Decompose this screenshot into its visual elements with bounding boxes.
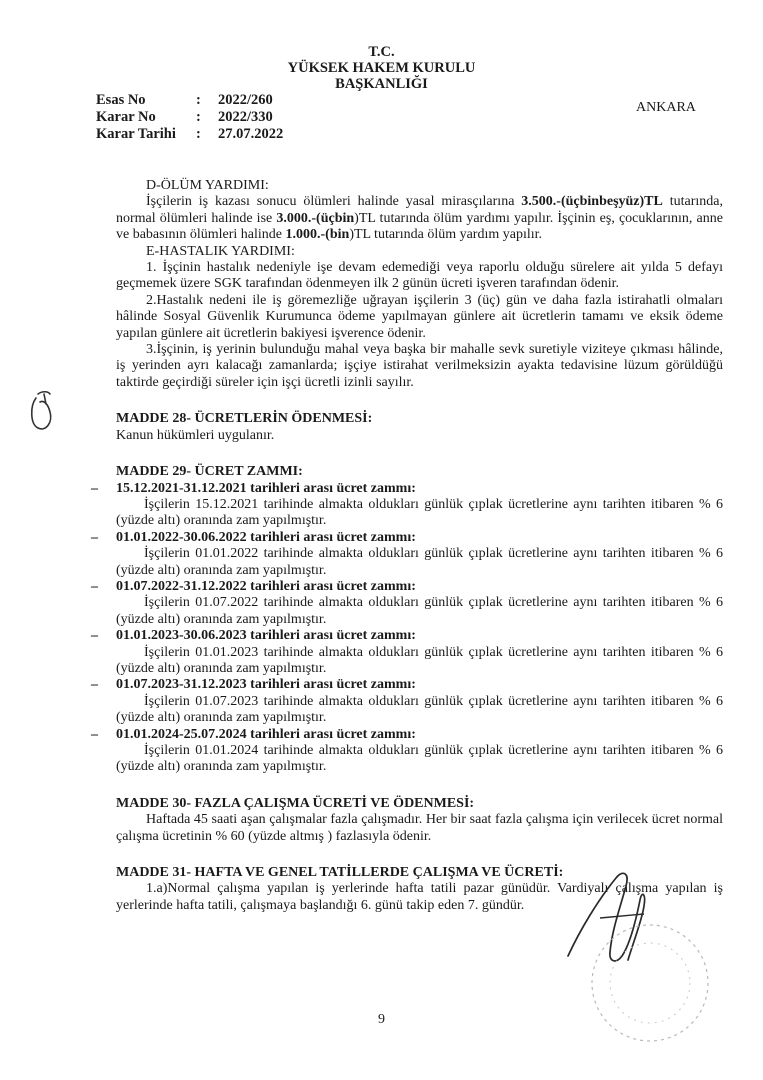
seal-stamp-icon	[585, 918, 715, 1048]
tarih-value: 27.07.2022	[218, 126, 284, 142]
karar-label: Karar No	[96, 109, 156, 125]
madde29-item	[91, 529, 723, 579]
tarih-label: Karar Tarihi	[96, 126, 176, 142]
document-header	[0, 44, 763, 92]
karar-value: 2022/330	[218, 109, 273, 125]
esas-value: 2022/260	[218, 92, 273, 108]
madde29-item-heading: 15.12.2021-31.12.2021 tarihleri arası ücret zammı:	[116, 480, 416, 496]
madde29-item-text: İşçilerin 01.01.2023 tarihinde almakta oldukları günlük çıplak ücretlerine aynı tarihten itibaren % 6 (yüzde altı) oranında zam yapılmıştır.	[116, 644, 723, 676]
hastalik-title: E-HASTALIK YARDIMI:	[146, 243, 295, 259]
madde29-item-heading: 01.01.2023-30.06.2023 tarihleri arası ücret zammı:	[116, 628, 416, 644]
madde30-text: Haftada 45 saati aşan çalışmalar fazla çalışmadır. Her bir saat fazla çalışma için verilecek ücret normal çalışma ücretinin % 60 (yüzde altmış ) fazlasıyla ödenir.	[116, 812, 723, 844]
page-number: 9	[378, 1012, 385, 1027]
city-label: ANKARA	[636, 100, 696, 115]
esas-row	[96, 92, 283, 109]
olum-text-2: tutarında, normal ölümleri halinde ise	[116, 194, 723, 226]
madde30-title: MADDE 30- FAZLA ÇALIŞMA ÜCRETİ VE ÖDENMESİ:	[116, 795, 475, 811]
madde29-item-text: İşçilerin 01.07.2023 tarihinde almakta oldukları günlük çıplak ücretlerine aynı tarihten itibaren % 6 (yüzde altı) oranında zam yapılmıştır.	[116, 693, 723, 726]
olum-title: D-ÖLÜM YARDIMI:	[146, 178, 269, 193]
tarih-row	[96, 126, 283, 143]
olum-text-4: )TL tutarında ölüm yardım yapılır.	[349, 227, 543, 243]
olum-amount-3: 1.000.-(bin	[285, 227, 350, 243]
esas-colon: :	[196, 92, 201, 108]
karar-colon: :	[196, 109, 201, 125]
header-institution: YÜKSEK HAKEM KURULU	[287, 60, 476, 76]
dash-bullet: –	[91, 628, 98, 644]
dash-bullet: –	[91, 578, 98, 594]
dash-bullet: –	[91, 677, 98, 693]
madde29-item-heading: 01.01.2024-25.07.2024 tarihleri arası ücret zammı:	[116, 726, 416, 742]
madde29-item-text: İşçilerin 01.01.2022 tarihinde almakta oldukları günlük çıplak ücretlerine aynı tarihten itibaren % 6 (yüzde altı) oranında zam yapılmıştır.	[116, 546, 723, 578]
madde28-text: Kanun hükümleri uygulanır.	[116, 427, 275, 443]
header-tc: T.C.	[368, 44, 395, 60]
olum-paragraph	[116, 194, 723, 243]
hastalik-paragraph-2: 2.Hastalık nedeni ile iş göremezliğe uğrayan işçilerin 3 (üç) gün ve daha fazla istirahatli olmaları hâlinde Sosyal Güvenlik Kurumunca ödeme yapılmayan günlere ait ücretlerin tamamı ve eksik ödeme yapılan günlere ait ücretlerin bakiyesi işverence ödenir.	[116, 292, 723, 341]
header-office: BAŞKANLIĞI	[335, 76, 428, 92]
hastalik-paragraph-1: 1. İşçinin hastalık nedeniyle işe devam edemediği veya raporlu olduğu sürelere ait yılda 5 defayı geçmemek üzere SGK tarafından ödenmeyen ilk 2 günün ücreti işveren tarafından ödenir.	[116, 260, 723, 292]
case-meta	[96, 92, 283, 143]
madde29-item-heading: 01.07.2022-31.12.2022 tarihleri arası ücret zammı:	[116, 578, 416, 594]
madde28-title: MADDE 28- ÜCRETLERİN ÖDENMESİ:	[116, 411, 373, 427]
madde29-item	[91, 726, 723, 776]
hastalik-paragraph-3: 3.İşçinin, iş yerinin bulunduğu mahal veya başka bir mahalle sevk suretiyle viziteye çıkması hâlinde, iş yerinden ayrı kalacağı zamanlarda; işçiye istirahat verilmeksizin ayakta tedavisine lüzum görüldüğü taktirde geçirdiği süreler için işçi ücretli izinli sayılır.	[116, 342, 723, 390]
madde29-item-heading: 01.01.2022-30.06.2022 tarihleri arası ücret zammı:	[116, 529, 416, 545]
madde31-title: MADDE 31- HAFTA VE GENEL TATİLLERDE ÇALIŞMA VE ÜCRETİ:	[116, 865, 564, 881]
madde29-item-heading: 01.07.2023-31.12.2023 tarihleri arası ücret zammı:	[116, 677, 416, 693]
olum-amount-2: 3.000.-(üçbin	[276, 210, 355, 226]
madde29-item	[91, 677, 723, 726]
dash-bullet: –	[91, 529, 98, 545]
handwritten-initial-icon	[26, 388, 60, 434]
madde29-title: MADDE 29- ÜCRET ZAMMI:	[116, 464, 303, 480]
dash-bullet: –	[91, 726, 98, 742]
madde29-item	[91, 628, 723, 677]
madde31-text: 1.a)Normal çalışma yapılan iş yerlerinde hafta tatili pazar günüdür. Vardiyalı çalışma yapılan iş yerlerinde hafta tatili, çalışmaya başlandığı 6. günü takip eden 7. gündür.	[116, 881, 723, 913]
madde29-item-text: İşçilerin 01.01.2024 tarihinde almakta oldukları günlük çıplak ücretlerine aynı tarihten itibaren % 6 (yüzde altı) oranında zam yapılmıştır.	[116, 743, 723, 775]
madde29-item	[91, 578, 723, 628]
madde29-item-text: İşçilerin 01.07.2022 tarihinde almakta oldukları günlük çıplak ücretlerine aynı tarihten itibaren % 6 (yüzde altı) oranında zam yapılmıştır.	[116, 595, 723, 627]
karar-row	[96, 109, 283, 126]
olum-text-3: )TL tutarında ölüm yardımı yapılır. İşçinin eş, çocuklarının, anne ve babasının ölümleri halinde	[116, 210, 723, 243]
madde29-item-text: İşçilerin 15.12.2021 tarihinde almakta oldukları günlük çıplak ücretlerine aynı tarihten itibaren % 6 (yüzde altı) oranında zam yapılmıştır.	[116, 496, 723, 529]
madde29-item	[91, 480, 723, 530]
olum-amount-1: 3.500.-(üçbinbeşyüz)TL	[521, 194, 663, 210]
dash-bullet: –	[91, 480, 98, 496]
document-body	[91, 178, 723, 914]
tarih-colon: :	[196, 126, 201, 142]
olum-text-1: İşçilerin iş kazası sonucu ölümleri halinde yasal mirasçılarına	[146, 194, 522, 210]
esas-label: Esas No	[96, 92, 146, 108]
